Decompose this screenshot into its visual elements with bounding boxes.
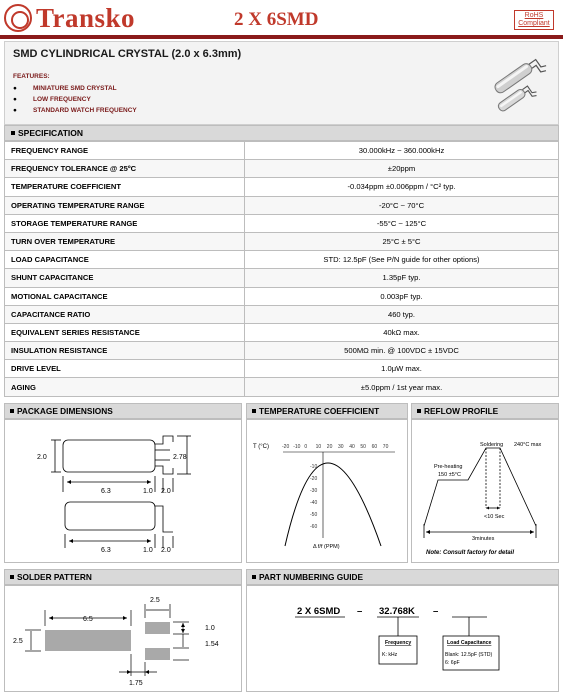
spec-row (5, 287, 559, 305)
reflow-profile-panel (411, 419, 559, 563)
feature-item: ● LOW FREQUENCY (13, 96, 91, 103)
dim-height: 2.0 (37, 454, 47, 461)
tempco-x-tick: 20 (326, 444, 333, 450)
dim-length-bottom: 6.3 (101, 547, 111, 554)
pn-frequency-title: Frequency (385, 640, 412, 646)
package-dimensions-panel (4, 419, 242, 563)
solder-dim-1-75: 1.75 (129, 680, 143, 687)
tempco-x-tick: -10 (293, 444, 301, 450)
dim-pin-a-top: 1.0 (143, 488, 153, 495)
square-bullet-icon (252, 575, 256, 579)
solder-dim-1-0: 1.0 (205, 625, 215, 632)
reflow-profile-graph (412, 420, 558, 562)
reflow-profile-header: REFLOW PROFILE (411, 403, 559, 419)
spec-key: TURN OVER TEMPERATURE (5, 232, 245, 250)
spec-row (5, 214, 559, 232)
solder-dim-2-5-left: 2.5 (13, 638, 23, 645)
spec-key: OPERATING TEMPERATURE RANGE (5, 196, 245, 214)
tempco-x-tick: 0 (304, 444, 308, 450)
package-dimensions-drawing (5, 420, 241, 562)
reflow-time-short: <10 Sec (484, 514, 505, 520)
spec-value: 25°C ± 5°C (245, 232, 559, 250)
spec-value: ±20ppm (245, 160, 559, 178)
spec-key: MOTIONAL CAPACITANCE (5, 287, 245, 305)
product-overview (4, 41, 559, 125)
part-title: 2 X 6SMD (234, 9, 319, 30)
tempco-x-tick: 60 (371, 444, 378, 450)
brand-name: Transko (36, 2, 136, 33)
tempco-y-tick: -30 (310, 488, 318, 494)
document-header (0, 0, 563, 36)
spec-key: LOAD CAPACITANCE (5, 251, 245, 269)
pn-load-6: 6: 6pF (445, 660, 460, 666)
logo-mark-icon (4, 4, 32, 32)
features-label: FEATURES: (13, 73, 50, 80)
temperature-coefficient-graph (247, 420, 407, 562)
spec-key: DRIVE LEVEL (5, 360, 245, 378)
spec-key: EQUIVALENT SERIES RESISTANCE (5, 323, 245, 341)
tempco-x-tick: 40 (349, 444, 355, 450)
square-bullet-icon (417, 409, 421, 413)
spec-value: 40kΩ max. (245, 323, 559, 341)
tempco-y-tick: -20 (310, 476, 318, 482)
solder-dim-1-54: 1.54 (205, 641, 219, 648)
product-title: SMD CYLINDRICAL CRYSTAL (2.0 x 6.3mm) (13, 48, 242, 60)
temperature-coefficient-panel (246, 419, 408, 563)
dim-pin-a-bottom: 1.0 (143, 547, 153, 554)
spec-row (5, 178, 559, 196)
features-list (13, 83, 137, 116)
pn-part: 2 X 6SMD (297, 606, 341, 617)
solder-pattern-drawing (5, 586, 241, 691)
temperature-coefficient-header: TEMPERATURE COEFFICIENT (246, 403, 408, 419)
spec-value: 460 typ. (245, 305, 559, 323)
pn-dash-1: – (357, 606, 363, 617)
spec-value: ±5.0ppm / 1st year max. (245, 378, 559, 396)
spec-key: TEMPERATURE COEFFICIENT (5, 178, 245, 196)
spec-value: 1.35pF typ. (245, 269, 559, 287)
solder-pattern-header: SOLDER PATTERN (4, 569, 242, 585)
part-numbering-header: PART NUMBERING GUIDE (246, 569, 559, 585)
tempco-axis-label: T (°C) (253, 444, 269, 450)
spec-key: INSULATION RESISTANCE (5, 342, 245, 360)
spec-row (5, 232, 559, 250)
spec-row (5, 269, 559, 287)
spec-row (5, 196, 559, 214)
dim-pin-b-top: 2.0 (161, 488, 171, 495)
spec-row (5, 305, 559, 323)
reflow-time-total: 3minutes (472, 536, 495, 542)
spec-row (5, 251, 559, 269)
rohs-line2: Compliant (518, 20, 550, 27)
tempco-y-label: Δ f/f (PPM) (313, 544, 340, 550)
spec-value: 30.000kHz ~ 360.000kHz (245, 142, 559, 160)
package-dimensions-header: PACKAGE DIMENSIONS (4, 403, 242, 419)
tempco-x-tick: 30 (338, 444, 344, 450)
dim-pin-b-bottom: 2.0 (161, 547, 171, 554)
spec-value: 0.003pF typ. (245, 287, 559, 305)
reflow-preheat-label: Pre-heating (434, 464, 463, 470)
part-numbering-diagram (247, 586, 558, 691)
tempco-x-tick: 70 (382, 444, 389, 450)
spec-row (5, 378, 559, 396)
crystal-product-image (483, 48, 555, 114)
spec-key: FREQUENCY TOLERANCE @ 25ºC (5, 160, 245, 178)
reflow-peak-label: 240°C max (514, 442, 542, 448)
brand-logo (4, 3, 135, 33)
reflow-note: Note: Consult factory for detail (426, 550, 515, 556)
spec-value: 1.0μW max. (245, 360, 559, 378)
reflow-soldering-label: Soldering (480, 442, 504, 448)
pn-frequency-line: K: kHz (382, 652, 398, 658)
tempco-x-tick: -20 (282, 444, 290, 450)
spec-value: -55°C ~ 125°C (245, 214, 559, 232)
pn-load-blank: Blank: 12.5pF (STD) (445, 652, 493, 658)
spec-key: AGING (5, 378, 245, 396)
pn-frequency: 32.768K (379, 606, 415, 617)
spec-value: -20°C ~ 70°C (245, 196, 559, 214)
spec-row (5, 323, 559, 341)
rohs-badge (514, 10, 554, 30)
spec-value: 500MΩ min. @ 100VDC ± 15VDC (245, 342, 559, 360)
dim-width: 2.78 (173, 454, 187, 461)
feature-item: ● STANDARD WATCH FREQUENCY (13, 107, 137, 114)
pn-load-title: Load Capacitance (447, 640, 492, 646)
specification-table (4, 141, 559, 397)
tempco-x-tick: 10 (315, 444, 322, 450)
spec-value: STD: 12.5pF (See P/N guide for other options) (245, 251, 559, 269)
reflow-preheat-temp: 150 ±5°C (438, 472, 461, 478)
tempco-x-tick: 50 (360, 444, 366, 450)
solder-pattern-panel (4, 585, 242, 692)
spec-row (5, 142, 559, 160)
dim-length-top: 6.3 (101, 488, 111, 495)
square-bullet-icon (252, 409, 256, 413)
tempco-y-tick: -60 (310, 524, 318, 530)
tempco-y-tick: -40 (310, 500, 318, 506)
spec-row (5, 160, 559, 178)
spec-key: FREQUENCY RANGE (5, 142, 245, 160)
spec-key: SHUNT CAPACITANCE (5, 269, 245, 287)
tempco-y-tick: -10 (310, 464, 318, 470)
spec-key: CAPACITANCE RATIO (5, 305, 245, 323)
header-rule (0, 35, 563, 39)
part-numbering-panel (246, 585, 559, 692)
specification-header: SPECIFICATION (4, 125, 559, 141)
spec-key: STORAGE TEMPERATURE RANGE (5, 214, 245, 232)
square-bullet-icon (10, 575, 14, 579)
tempco-y-tick: -50 (310, 512, 318, 518)
spec-row (5, 360, 559, 378)
square-bullet-icon (10, 409, 14, 413)
square-bullet-icon (11, 131, 15, 135)
feature-item: ● MINIATURE SMD CRYSTAL (13, 85, 117, 92)
spec-row (5, 342, 559, 360)
rohs-line1: RoHS (524, 12, 544, 19)
solder-dim-6-5: 6.5 (83, 616, 93, 623)
pn-dash-2: – (433, 606, 439, 617)
spec-value: -0.034ppm ±0.006ppm / °C² typ. (245, 178, 559, 196)
solder-dim-2-5-top: 2.5 (150, 597, 160, 604)
